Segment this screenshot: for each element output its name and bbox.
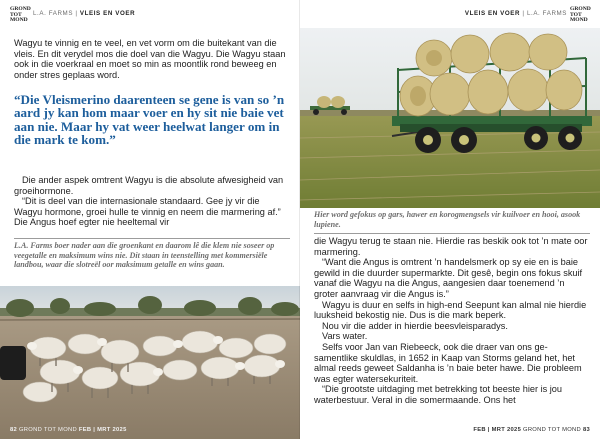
header-title: VLEIS EN VOER — [464, 10, 521, 17]
right-page — [300, 0, 600, 439]
photo-caption: L.A. Farms boer nader aan die groenkant en daarom lê die klem nie soseer op veegetalle en maksimum wins nie. Dit staan in teenstelling met kommersiële landbou, waar die slotreël oor maksimum getalle en wins gaan. — [14, 241, 275, 270]
photo-caption: Hier word gefokus op gars, hawer en korogmengsels vir kuilvoer en hooi, asook lupiene. — [314, 210, 581, 229]
page-number: 83 — [582, 427, 590, 433]
caption-divider — [14, 238, 290, 239]
folio-issue: FEB | MRT 2025 — [473, 427, 522, 433]
header-section: L.A. FARMS — [526, 10, 567, 17]
page-folio — [10, 427, 127, 433]
magazine-logo: GROND TOT MOND — [570, 6, 591, 24]
caption-divider — [314, 233, 590, 234]
body-text-left — [14, 175, 290, 228]
pull-quote: “Die Vleismerino daarenteen se gene is van so ’n aard jy kan hom maar voer en hy sit nie baie vet aan nie. Maar hy vat weer heelwat langer om in die mark te kom.” — [14, 92, 285, 148]
paragraph: “Dit is deel van die internasionale standaard. Gee jy vir die Wagyu hormone, groei hulle te vinnig en neem die marmering af.” Die Angus hoef egter nie heeltemal vir — [14, 196, 281, 228]
magazine-logo: GROND TOT MOND — [10, 6, 31, 24]
paragraph: “Die grootste uitdaging met betrekking tot beeste hier is jou waterbestuur. Veral in die somermaande. Ons het — [314, 384, 563, 405]
paragraph: Selfs voor Jan van Riebeeck, ook die draer van ons ge-samentlike skuldlas, in 1652 in Kaap van Storms geland het, het almal reeds geweet Saldanha is ’n baie beter hawe. Die probleem was egter watersekuriteit. — [314, 341, 582, 384]
paragraph: Nou vir die adder in hierdie beesvleisparadys. — [322, 320, 508, 331]
page-folio — [473, 427, 590, 433]
hay-trailer-photo — [300, 28, 600, 208]
paragraph: Die ander aspek omtrent Wagyu is die absolute afwesigheid van groeihormone. — [14, 175, 284, 196]
sheep-illustration — [0, 286, 300, 439]
intro-text: Wagyu te vinnig en te veel, en vet vorm om die buitekant van die vleis. En dit verydel mos die doel van die Wagyu. Die Wagyu staan ook in die voerkraal en moet so min as moontlik rond beweeg en onder stres geplaas word. — [14, 38, 286, 80]
folio-issue: FEB | MRT 2025 — [78, 427, 127, 433]
running-header: L.A. FARMS | VLEIS EN VOER — [33, 10, 136, 17]
header-section: L.A. FARMS — [33, 10, 74, 17]
folio-magazine: GROND TOT MOND — [18, 427, 77, 433]
body-text-right — [314, 236, 590, 406]
page-number: 82 — [10, 427, 18, 433]
paragraph: Vars water. — [322, 331, 368, 342]
sheep-photo — [0, 286, 300, 439]
paragraph: “Want die Angus is omtrent ’n handelsmerk op sy eie en is baie gewild in die duurder supermarkte. Dit gesê, begin ons fokus skuif vanaf die Wagyu na die Angus, aangesien daar toenemend ’n groter aanvraag vir die Angus is.” — [314, 257, 583, 299]
header-title: VLEIS EN VOER — [79, 10, 136, 17]
hay-trailer-illustration — [300, 28, 600, 208]
folio-magazine: GROND TOT MOND — [523, 427, 582, 433]
paragraph: Wagyu is duur en selfs in high-end Seepunt kan almal nie hierdie luuksheid bekostig nie. Dus is die mark beperk. — [314, 299, 587, 321]
paragraph: die Wagyu terug te staan nie. Hierdie ras beskik ook tot ’n mate oor marmering. — [314, 236, 588, 257]
running-header: VLEIS EN VOER | L.A. FARMS — [464, 10, 567, 17]
intro-text-block — [14, 38, 290, 80]
